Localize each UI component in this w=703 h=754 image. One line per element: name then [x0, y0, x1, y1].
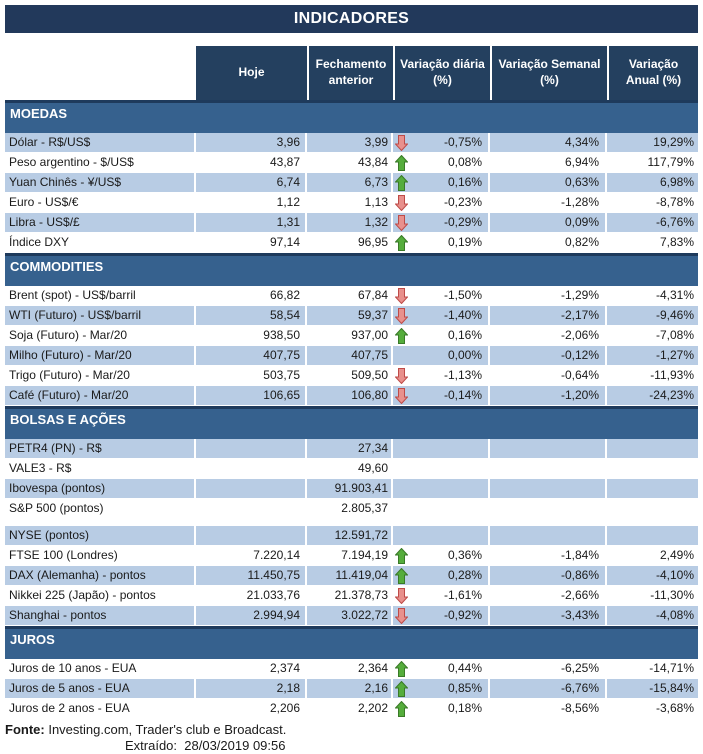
cell-fechamento-anterior: 2,364 — [307, 659, 393, 678]
trend-icon-slot — [395, 548, 410, 564]
title-gap — [5, 33, 698, 46]
down-arrow-icon — [395, 135, 408, 151]
variacao-diaria-value: 0,28% — [447, 568, 482, 582]
cell-fechamento-anterior: 49,60 — [307, 459, 393, 478]
row-label: WTI (Futuro) - US$/barril — [5, 306, 196, 325]
cell-variacao-anual: -9,46% — [655, 308, 694, 322]
cell-variacao-diaria — [393, 526, 490, 545]
cell-variacao-semanal: 0,09% — [490, 213, 607, 232]
cell-hoje: 2.994,94 — [196, 606, 307, 625]
cell-variacao-anual: 117,79% — [647, 155, 694, 169]
cell-variacao-diaria — [393, 173, 490, 192]
cell-variacao-semanal: 0,82% — [490, 233, 607, 252]
cell-hoje: 407,75 — [196, 346, 307, 365]
table-row — [5, 699, 698, 719]
cell-variacao-anual: -3,68% — [655, 701, 694, 715]
cell-hoje: 1,31 — [196, 213, 307, 232]
cell-variacao-semanal — [490, 526, 607, 545]
table-row — [5, 133, 698, 153]
cell-variacao-semanal: 6,94% — [490, 153, 607, 172]
extracted-value: 28/03/2019 09:56 — [184, 738, 286, 753]
cell-variacao-diaria — [393, 586, 490, 605]
table-row — [5, 586, 698, 606]
cell-variacao-anual: -1,27% — [655, 348, 694, 362]
cell-fechamento-anterior: 407,75 — [307, 346, 393, 365]
cell-variacao-diaria — [393, 386, 490, 405]
trend-icon-slot — [395, 288, 410, 304]
table-row — [5, 659, 698, 679]
variacao-diaria-value: -1,50% — [443, 288, 482, 302]
column-header-variacao-semanal: Variação Semanal (%) — [490, 46, 607, 100]
cell-fechamento-anterior: 7.194,19 — [307, 546, 393, 565]
cell-fechamento-anterior: 2.805,37 — [307, 499, 393, 518]
trend-icon-slot — [395, 155, 410, 171]
table-row — [5, 153, 698, 173]
section-title: COMMODITIES — [10, 259, 104, 274]
cell-variacao-anual: -15,84% — [649, 681, 694, 695]
cell-variacao-diaria — [393, 499, 490, 518]
cell-variacao-anual: -4,31% — [655, 288, 694, 302]
variacao-diaria-value: 0,36% — [447, 548, 482, 562]
cell-variacao-semanal: -2,66% — [490, 586, 607, 605]
row-label: Trigo (Futuro) - Mar/20 — [5, 366, 196, 385]
cell-fechamento-anterior: 6,73 — [307, 173, 393, 192]
cell-variacao-semanal: -1,29% — [490, 286, 607, 305]
cell-hoje: 6,74 — [196, 173, 307, 192]
cell-fechamento-anterior: 91.903,41 — [307, 479, 393, 498]
table-row — [5, 366, 698, 386]
down-arrow-icon — [395, 308, 408, 324]
cell-variacao-semanal: -1,28% — [490, 193, 607, 212]
variacao-diaria-value: 0,08% — [447, 155, 482, 169]
section-title: MOEDAS — [10, 106, 68, 121]
cell-variacao-semanal: -2,17% — [490, 306, 607, 325]
section-title: JUROS — [10, 632, 55, 647]
cell-hoje: 2,374 — [196, 659, 307, 678]
cell-hoje — [196, 459, 307, 478]
cell-variacao-semanal: -2,06% — [490, 326, 607, 345]
trend-icon-slot — [395, 175, 410, 191]
variacao-diaria-value: -1,13% — [443, 368, 482, 382]
cell-variacao-anual: -14,71% — [649, 661, 694, 675]
trend-icon-slot — [395, 235, 410, 251]
cell-variacao-semanal: -6,25% — [490, 659, 607, 678]
row-label: Soja (Futuro) - Mar/20 — [5, 326, 196, 345]
cell-variacao-diaria — [393, 346, 490, 365]
source-label: Fonte: — [5, 722, 45, 737]
cell-fechamento-anterior: 21.378,73 — [307, 586, 393, 605]
cell-variacao-diaria — [393, 439, 490, 458]
row-label: Euro - US$/€ — [5, 193, 196, 212]
row-label: Brent (spot) - US$/barril — [5, 286, 196, 305]
up-arrow-icon — [395, 155, 408, 171]
row-label: VALE3 - R$ — [5, 459, 196, 478]
cell-fechamento-anterior: 106,80 — [307, 386, 393, 405]
cell-fechamento-anterior: 3,99 — [307, 133, 393, 152]
table-row — [5, 326, 698, 346]
row-label: Juros de 10 anos - EUA — [5, 659, 196, 678]
cell-hoje: 7.220,14 — [196, 546, 307, 565]
cell-fechamento-anterior: 12.591,72 — [307, 526, 393, 545]
cell-hoje: 21.033,76 — [196, 586, 307, 605]
table-row — [5, 499, 698, 519]
extracted-label: Extraído: — [125, 738, 178, 753]
cell-variacao-semanal: -6,76% — [490, 679, 607, 698]
variacao-diaria-value: 0,16% — [447, 328, 482, 342]
trend-icon-slot — [395, 608, 410, 624]
cell-hoje — [196, 439, 307, 458]
variacao-diaria-value: -1,40% — [443, 308, 482, 322]
cell-variacao-anual: 7,83% — [659, 235, 694, 249]
variacao-diaria-value: 0,19% — [447, 235, 482, 249]
cell-fechamento-anterior: 2,202 — [307, 699, 393, 718]
cell-variacao-diaria — [393, 546, 490, 565]
cell-variacao-semanal: -0,86% — [490, 566, 607, 585]
indicators-sheet — [5, 5, 698, 754]
variacao-diaria-value: -0,92% — [443, 608, 482, 622]
down-arrow-icon — [395, 215, 408, 231]
row-label: DAX (Alemanha) - pontos — [5, 566, 196, 585]
variacao-diaria-value: 0,85% — [447, 681, 482, 695]
cell-variacao-diaria — [393, 326, 490, 345]
cell-variacao-diaria — [393, 679, 490, 698]
trend-icon-slot — [395, 388, 410, 404]
row-label: Milho (Futuro) - Mar/20 — [5, 346, 196, 365]
cell-hoje: 2,18 — [196, 679, 307, 698]
cell-variacao-diaria — [393, 699, 490, 718]
variacao-diaria-value: -0,29% — [443, 215, 482, 229]
trend-icon-slot — [395, 701, 410, 717]
variacao-diaria-value: 0,00% — [447, 348, 482, 362]
variacao-diaria-value: 0,18% — [447, 701, 482, 715]
cell-variacao-anual: 2,49% — [659, 548, 694, 562]
cell-variacao-anual: -8,78% — [655, 195, 694, 209]
cell-fechamento-anterior: 3.022,72 — [307, 606, 393, 625]
table-row — [5, 459, 698, 479]
cell-variacao-diaria — [393, 233, 490, 252]
table-row — [5, 479, 698, 499]
cell-variacao-anual: -4,08% — [655, 608, 694, 622]
row-label: Peso argentino - $/US$ — [5, 153, 196, 172]
cell-variacao-anual: 19,29% — [653, 135, 694, 149]
cell-variacao-semanal: -3,43% — [490, 606, 607, 625]
table-row — [5, 193, 698, 213]
trend-icon-slot — [395, 661, 410, 677]
variacao-diaria-value: -1,61% — [443, 588, 482, 602]
cell-fechamento-anterior: 1,13 — [307, 193, 393, 212]
trend-icon-slot — [395, 215, 410, 231]
cell-hoje: 66,82 — [196, 286, 307, 305]
cell-hoje: 938,50 — [196, 326, 307, 345]
cell-variacao-anual: 6,98% — [659, 175, 694, 189]
up-arrow-icon — [395, 701, 408, 717]
cell-variacao-semanal — [490, 439, 607, 458]
cell-variacao-diaria — [393, 479, 490, 498]
table-row — [5, 286, 698, 306]
section-header-bolsas-e-a-es — [5, 406, 698, 439]
cell-variacao-anual: -11,30% — [650, 588, 694, 602]
cell-hoje: 1,12 — [196, 193, 307, 212]
table-row — [5, 606, 698, 626]
cell-variacao-anual — [607, 526, 698, 545]
down-arrow-icon — [395, 195, 408, 211]
cell-variacao-diaria — [393, 306, 490, 325]
row-label: Café (Futuro) - Mar/20 — [5, 386, 196, 405]
table-row — [5, 679, 698, 699]
extracted-line — [5, 738, 698, 754]
column-header-variacao-diaria: Variação diária (%) — [393, 46, 490, 100]
cell-variacao-semanal — [490, 479, 607, 498]
cell-variacao-diaria — [393, 193, 490, 212]
cell-variacao-diaria — [393, 213, 490, 232]
cell-hoje: 11.450,75 — [196, 566, 307, 585]
cell-hoje: 2,206 — [196, 699, 307, 718]
trend-icon-slot — [395, 328, 410, 344]
trend-icon-slot — [395, 135, 410, 151]
cell-variacao-anual: -7,08% — [655, 328, 694, 342]
row-label: FTSE 100 (Londres) — [5, 546, 196, 565]
table-row — [5, 306, 698, 326]
row-label: Nikkei 225 (Japão) - pontos — [5, 586, 196, 605]
row-label: Juros de 2 anos - EUA — [5, 699, 196, 718]
cell-variacao-anual: -24,23% — [649, 388, 694, 402]
trend-icon-slot — [395, 195, 410, 211]
cell-hoje: 58,54 — [196, 306, 307, 325]
down-arrow-icon — [395, 388, 408, 404]
up-arrow-icon — [395, 235, 408, 251]
section-title: BOLSAS E AÇÕES — [10, 412, 126, 427]
trend-icon-slot — [395, 588, 410, 604]
variacao-diaria-value: -0,14% — [443, 388, 482, 402]
table-row — [5, 546, 698, 566]
trend-icon-slot — [395, 568, 410, 584]
cell-variacao-semanal: -1,20% — [490, 386, 607, 405]
label-column-spacer — [5, 46, 196, 100]
footer — [5, 722, 698, 754]
row-label: Índice DXY — [5, 233, 196, 252]
column-header-hoje: Hoje — [196, 46, 307, 100]
cell-variacao-anual: -6,76% — [655, 215, 694, 229]
cell-variacao-anual — [607, 479, 698, 498]
cell-fechamento-anterior: 509,50 — [307, 366, 393, 385]
cell-hoje: 106,65 — [196, 386, 307, 405]
table-row — [5, 213, 698, 233]
table-row — [5, 566, 698, 586]
cell-variacao-semanal: 0,63% — [490, 173, 607, 192]
row-label: Dólar - R$/US$ — [5, 133, 196, 152]
cell-variacao-semanal: -0,64% — [490, 366, 607, 385]
row-label: NYSE (pontos) — [5, 526, 196, 545]
trend-icon-slot — [395, 308, 410, 324]
variacao-diaria-value: 0,16% — [447, 175, 482, 189]
cell-hoje: 43,87 — [196, 153, 307, 172]
up-arrow-icon — [395, 661, 408, 677]
section-header-juros — [5, 626, 698, 659]
row-label: Libra - US$/£ — [5, 213, 196, 232]
cell-hoje — [196, 479, 307, 498]
cell-fechamento-anterior: 27,34 — [307, 439, 393, 458]
up-arrow-icon — [395, 328, 408, 344]
cell-variacao-anual — [607, 459, 698, 478]
row-label: S&P 500 (pontos) — [5, 499, 196, 518]
cell-variacao-diaria — [393, 566, 490, 585]
cell-variacao-semanal: -8,56% — [490, 699, 607, 718]
row-spacer — [5, 519, 698, 526]
table-row — [5, 386, 698, 406]
down-arrow-icon — [395, 368, 408, 384]
column-header-row — [5, 46, 698, 100]
source-line — [5, 722, 698, 738]
cell-hoje — [196, 526, 307, 545]
up-arrow-icon — [395, 175, 408, 191]
variacao-diaria-value: -0,23% — [443, 195, 482, 209]
cell-hoje: 503,75 — [196, 366, 307, 385]
cell-variacao-anual — [607, 439, 698, 458]
trend-icon-slot — [395, 681, 410, 697]
cell-variacao-diaria — [393, 659, 490, 678]
section-header-moedas — [5, 100, 698, 133]
row-label: Juros de 5 anos - EUA — [5, 679, 196, 698]
down-arrow-icon — [395, 288, 408, 304]
cell-variacao-diaria — [393, 286, 490, 305]
cell-variacao-diaria — [393, 153, 490, 172]
trend-icon-slot — [395, 368, 410, 384]
table-row — [5, 346, 698, 366]
table-row — [5, 173, 698, 193]
cell-fechamento-anterior: 96,95 — [307, 233, 393, 252]
indicators-table — [5, 100, 698, 719]
down-arrow-icon — [395, 608, 408, 624]
variacao-diaria-value: -0,75% — [443, 135, 482, 149]
cell-variacao-semanal — [490, 499, 607, 518]
cell-variacao-anual: -11,93% — [650, 368, 694, 382]
row-label: Shanghai - pontos — [5, 606, 196, 625]
cell-hoje: 3,96 — [196, 133, 307, 152]
cell-variacao-diaria — [393, 133, 490, 152]
column-header-fechamento: Fechamento anterior — [307, 46, 393, 100]
cell-fechamento-anterior: 937,00 — [307, 326, 393, 345]
row-label: PETR4 (PN) - R$ — [5, 439, 196, 458]
cell-variacao-diaria — [393, 606, 490, 625]
cell-variacao-semanal: 4,34% — [490, 133, 607, 152]
cell-fechamento-anterior: 67,84 — [307, 286, 393, 305]
cell-hoje — [196, 499, 307, 518]
column-header-variacao-anual: Variação Anual (%) — [607, 46, 698, 100]
cell-fechamento-anterior: 2,16 — [307, 679, 393, 698]
cell-fechamento-anterior: 11.419,04 — [307, 566, 393, 585]
cell-variacao-anual — [607, 499, 698, 518]
cell-variacao-semanal — [490, 459, 607, 478]
variacao-diaria-value: 0,44% — [447, 661, 482, 675]
down-arrow-icon — [395, 588, 408, 604]
cell-variacao-semanal: -1,84% — [490, 546, 607, 565]
cell-variacao-diaria — [393, 459, 490, 478]
up-arrow-icon — [395, 568, 408, 584]
page-title: INDICADORES — [5, 5, 698, 33]
up-arrow-icon — [395, 681, 408, 697]
table-row — [5, 439, 698, 459]
cell-variacao-anual: -4,10% — [655, 568, 694, 582]
cell-variacao-diaria — [393, 366, 490, 385]
section-header-commodities — [5, 253, 698, 286]
source-text: Investing.com, Trader's club e Broadcast. — [44, 722, 287, 737]
cell-fechamento-anterior: 59,37 — [307, 306, 393, 325]
cell-fechamento-anterior: 1,32 — [307, 213, 393, 232]
cell-variacao-semanal: -0,12% — [490, 346, 607, 365]
up-arrow-icon — [395, 548, 408, 564]
table-row — [5, 526, 698, 546]
row-label: Ibovespa (pontos) — [5, 479, 196, 498]
cell-hoje: 97,14 — [196, 233, 307, 252]
cell-fechamento-anterior: 43,84 — [307, 153, 393, 172]
row-label: Yuan Chinês - ¥/US$ — [5, 173, 196, 192]
table-row — [5, 233, 698, 253]
